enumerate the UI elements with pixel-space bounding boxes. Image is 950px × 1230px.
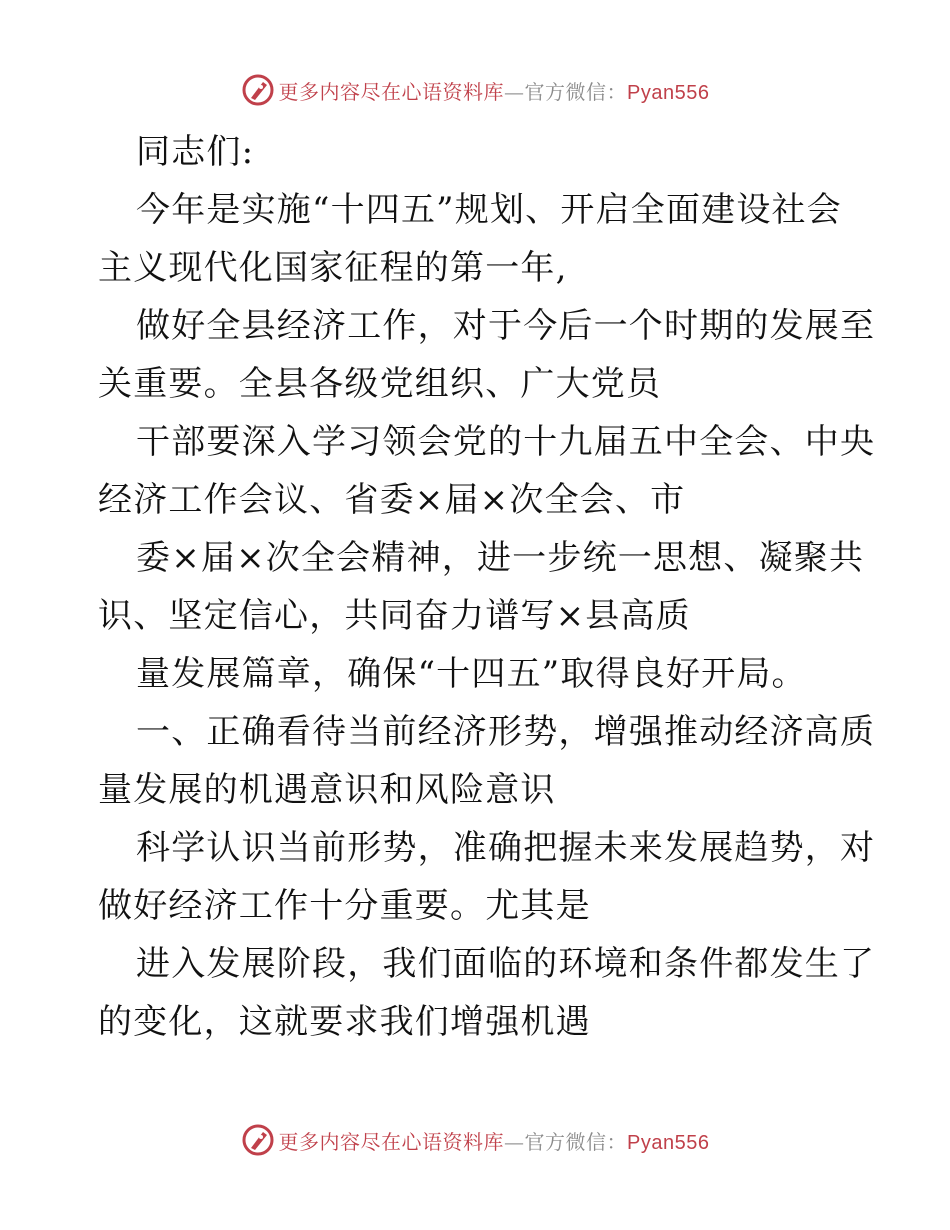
footer-watermark [0, 1120, 950, 1160]
document-body [98, 123, 876, 1051]
text-line: 做好经济工作十分重要。尤其是 [98, 886, 591, 926]
text-line: 做好全县经济工作，对于今后一个时期的发展至 [136, 306, 876, 346]
text-line: 同志们: [136, 132, 255, 172]
watermark-text: 更多内容尽在心语资料库—官方微信：Pyan556 [278, 1129, 710, 1154]
text-line: 干部要深入学习领会党的十九届五中全会、中央 [136, 422, 876, 462]
text-line: 主义现代化国家征程的第一年, [98, 248, 568, 288]
pen-nib-logo-icon [241, 1123, 275, 1157]
text-line: 经济工作会议、省委×届×次全会、市 [98, 480, 686, 520]
header-watermark [0, 70, 950, 110]
text-line: 今年是实施“十四五”规划、开启全面建设社会 [136, 190, 842, 230]
text-line: 量发展篇章，确保“十四五”取得良好开局。 [136, 654, 807, 694]
text-line: 关重要。全县各级党组织、广大党员 [98, 364, 662, 404]
pen-nib-logo-icon [241, 73, 275, 107]
text-line: 识、坚定信心，共同奋力谱写×县高质 [98, 596, 691, 636]
text-line: 进入发展阶段，我们面临的环境和条件都发生了 [136, 944, 876, 984]
text-line: 量发展的机遇意识和风险意识 [98, 770, 556, 810]
text-line: 科学认识当前形势，准确把握未来发展趋势，对 [136, 828, 876, 868]
text-line: 的变化，这就要求我们增强机遇 [98, 1002, 591, 1042]
text-line: 一、正确看待当前经济形势，增强推动经济高质 [136, 712, 876, 752]
text-line: 委×届×次全会精神，进一步统一思想、凝聚共 [136, 538, 865, 578]
watermark-text: 更多内容尽在心语资料库—官方微信：Pyan556 [278, 79, 710, 104]
